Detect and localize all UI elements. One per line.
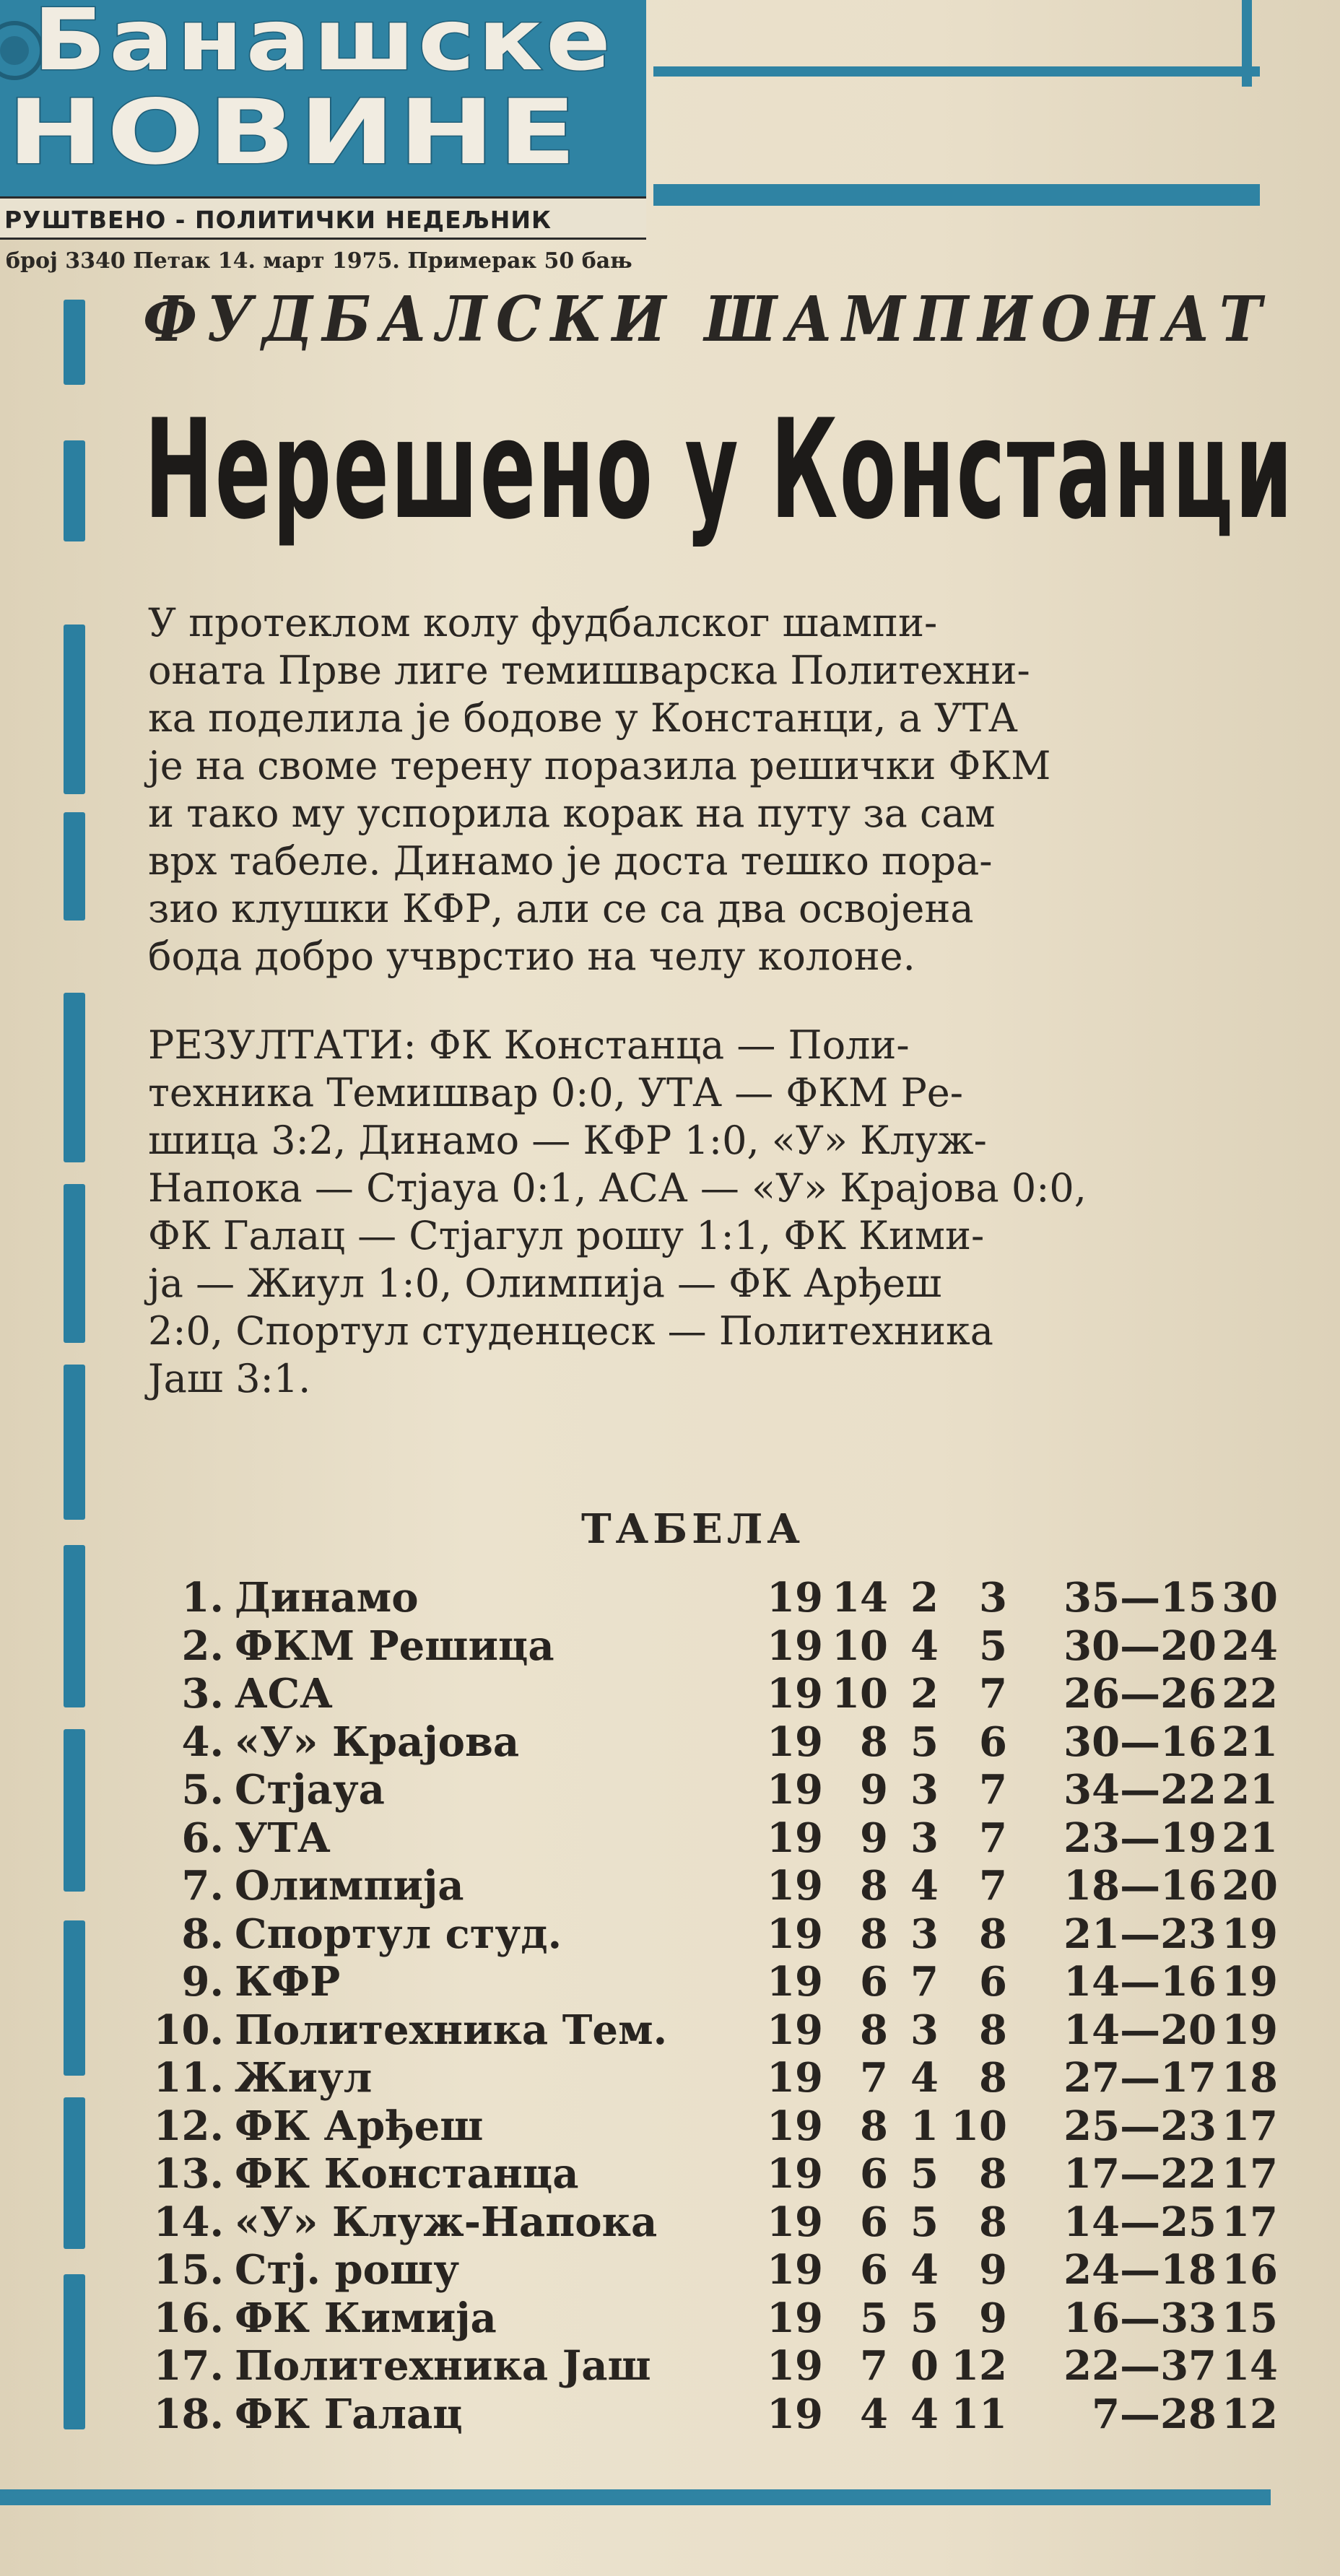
row-losses: 7 [979, 1766, 1007, 1814]
row-goals: 18—16 [1063, 1862, 1217, 1910]
row-points: 19 [1222, 1958, 1278, 2006]
row-points: 17 [1222, 2102, 1278, 2150]
row-played: 19 [767, 1862, 823, 1910]
side-border-dash [64, 1365, 85, 1520]
article-paragraph-intro [148, 599, 1245, 980]
row-losses: 3 [979, 1574, 1007, 1622]
row-draws: 3 [910, 1910, 939, 1958]
row-played: 19 [767, 2006, 823, 2054]
side-border-dash [64, 2097, 85, 2249]
row-position: 12. [153, 2102, 224, 2150]
table-row [144, 2390, 1278, 2439]
row-wins: 8 [860, 2006, 888, 2054]
side-border-dash [64, 440, 85, 541]
table-row [144, 2054, 1278, 2102]
standings-table [144, 1574, 1278, 2438]
row-position: 11. [153, 2054, 224, 2102]
row-played: 19 [767, 1718, 823, 1766]
row-goals: 14—16 [1063, 1958, 1217, 2006]
row-draws: 3 [910, 1814, 939, 1862]
row-wins: 6 [860, 1958, 888, 2006]
paragraph-line: ФК Галац — Стјагул рошу 1:1, ФК Кими- [148, 1213, 985, 1258]
row-draws: 4 [910, 2390, 939, 2438]
row-goals: 7—28 [1092, 2390, 1217, 2438]
logo-wordmark-line1: Банашске [33, 0, 614, 90]
paragraph-line: бода добро учврстио на челу колоне. [148, 934, 915, 979]
row-played: 19 [767, 2054, 823, 2102]
row-goals: 14—25 [1063, 2198, 1217, 2246]
row-team: ФК Констанца [235, 2150, 579, 2198]
row-wins: 7 [860, 2054, 888, 2102]
row-losses: 11 [951, 2390, 1007, 2438]
paragraph-line: врх табеле. Динамо је доста тешко пора- [148, 838, 993, 884]
row-position: 10. [153, 2006, 224, 2054]
row-draws: 5 [910, 2198, 939, 2246]
row-wins: 8 [860, 1862, 888, 1910]
row-position: 16. [153, 2294, 224, 2342]
row-position: 4. [181, 1718, 224, 1766]
row-position: 14. [153, 2198, 224, 2246]
row-points: 18 [1222, 2054, 1278, 2102]
article-kicker: ФУДБАЛСКИ ШАМПИОНАТ [143, 283, 1271, 356]
table-row [144, 2198, 1278, 2247]
row-losses: 7 [979, 1814, 1007, 1862]
row-team: УТА [235, 1814, 331, 1862]
side-border-dash [64, 300, 85, 385]
row-draws: 3 [910, 1766, 939, 1814]
masthead-subtitle: РУШТВЕНО - ПОЛИТИЧКИ НЕДЕЉНИК [0, 196, 646, 240]
row-played: 19 [767, 1814, 823, 1862]
row-points: 19 [1222, 2006, 1278, 2054]
top-rule-vertical [1242, 0, 1252, 87]
row-played: 19 [767, 2246, 823, 2294]
row-played: 19 [767, 2390, 823, 2438]
row-points: 21 [1222, 1718, 1278, 1766]
table-row [144, 1814, 1278, 1863]
row-losses: 8 [979, 2198, 1007, 2246]
row-losses: 8 [979, 2150, 1007, 2198]
row-goals: 16—33 [1063, 2294, 1217, 2342]
row-played: 19 [767, 1670, 823, 1718]
paragraph-line: РЕЗУЛТАТИ: ФК Констанца — Поли- [148, 1022, 910, 1068]
table-row [144, 1766, 1278, 1814]
row-team: ФКМ Решица [235, 1622, 554, 1670]
row-position: 3. [181, 1670, 224, 1718]
row-goals: 23—19 [1063, 1814, 1217, 1862]
paragraph-line: је на своме терену поразила решички ФКМ [148, 743, 1051, 788]
row-goals: 35—15 [1063, 1574, 1217, 1622]
paragraph-line: техника Темишвар 0:0, УТА — ФКМ Ре- [148, 1070, 963, 1115]
row-team: ФК Галац [235, 2390, 463, 2438]
row-goals: 30—20 [1063, 1622, 1217, 1670]
row-team: Политехника Тем. [235, 2006, 668, 2054]
row-wins: 7 [860, 2342, 888, 2390]
row-position: 6. [181, 1814, 224, 1862]
table-row [144, 2006, 1278, 2055]
table-row [144, 2102, 1278, 2151]
row-points: 15 [1222, 2294, 1278, 2342]
row-team: ФК Арђеш [235, 2102, 484, 2150]
row-team: Стј. рошу [235, 2246, 460, 2294]
table-row [144, 2150, 1278, 2198]
row-team: Жиул [235, 2054, 373, 2102]
side-border-dash [64, 1184, 85, 1343]
row-position: 8. [181, 1910, 224, 1958]
row-goals: 21—23 [1063, 1910, 1217, 1958]
row-goals: 30—16 [1063, 1718, 1217, 1766]
side-border-dash [64, 1729, 85, 1892]
masthead [0, 0, 646, 274]
row-goals: 34—22 [1063, 1766, 1217, 1814]
row-played: 19 [767, 2198, 823, 2246]
row-wins: 5 [860, 2294, 888, 2342]
row-draws: 5 [910, 1718, 939, 1766]
row-position: 7. [181, 1862, 224, 1910]
paragraph-line: Јаш 3:1. [148, 1356, 311, 1401]
row-team: Спортул студ. [235, 1910, 562, 1958]
row-team: «У» Крајова [235, 1718, 520, 1766]
row-position: 1. [181, 1574, 224, 1622]
row-played: 19 [767, 2294, 823, 2342]
paragraph-line: шица 3:2, Динамо — КФР 1:0, «У» Клуж- [148, 1118, 987, 1163]
table-row [144, 2246, 1278, 2294]
row-position: 18. [153, 2390, 224, 2438]
row-team: АСА [235, 1670, 333, 1718]
row-draws: 4 [910, 2246, 939, 2294]
paragraph-line: оната Прве лиге темишварска Политехни- [148, 648, 1030, 693]
row-losses: 6 [979, 1958, 1007, 2006]
row-losses: 8 [979, 2054, 1007, 2102]
table-row [144, 1862, 1278, 1910]
newspaper-logo [0, 0, 646, 196]
paragraph-line: У протеклом колу фудбалског шампи- [148, 600, 938, 645]
table-row [144, 1574, 1278, 1622]
side-border-dash [64, 812, 85, 921]
row-goals: 24—18 [1063, 2246, 1217, 2294]
row-wins: 8 [860, 2102, 888, 2150]
row-goals: 14—20 [1063, 2006, 1217, 2054]
side-border-dash [64, 625, 85, 794]
row-draws: 4 [910, 1862, 939, 1910]
paragraph-line: зио клушки КФР, али се са два освојена [148, 886, 974, 931]
row-position: 5. [181, 1766, 224, 1814]
row-played: 19 [767, 2150, 823, 2198]
paragraph-line: ка поделила је бодове у Констанци, а УТА [148, 695, 1018, 741]
row-position: 9. [181, 1958, 224, 2006]
row-draws: 3 [910, 2006, 939, 2054]
row-team: Политехника Јаш [235, 2342, 651, 2390]
row-draws: 4 [910, 2054, 939, 2102]
row-points: 22 [1222, 1670, 1278, 1718]
row-losses: 9 [979, 2246, 1007, 2294]
row-goals: 26—26 [1063, 1670, 1217, 1718]
row-points: 14 [1222, 2342, 1278, 2390]
table-row [144, 1910, 1278, 1959]
row-played: 19 [767, 1574, 823, 1622]
row-points: 21 [1222, 1814, 1278, 1862]
side-border-dash [64, 2274, 85, 2429]
row-draws: 4 [910, 1622, 939, 1670]
row-played: 19 [767, 2102, 823, 2150]
table-row [144, 1670, 1278, 1718]
paragraph-line: Напока — Стјауа 0:1, АСА — «У» Крајова 0:0, [148, 1165, 1087, 1211]
article-headline: Нерешено у Констанци [144, 390, 1295, 549]
row-team: Динамо [235, 1574, 419, 1622]
row-played: 19 [767, 1958, 823, 2006]
row-team: Стјауа [235, 1766, 385, 1814]
row-wins: 9 [860, 1766, 888, 1814]
table-row [144, 2294, 1278, 2343]
row-points: 24 [1222, 1622, 1278, 1670]
table-row [144, 1718, 1278, 1767]
row-draws: 0 [910, 2342, 939, 2390]
row-wins: 6 [860, 2246, 888, 2294]
row-points: 16 [1222, 2246, 1278, 2294]
row-losses: 6 [979, 1718, 1007, 1766]
row-wins: 10 [832, 1622, 888, 1670]
logo-wordmark-line2: НОВИНЕ [7, 81, 580, 185]
article-paragraph-results [148, 1022, 1245, 1403]
row-points: 19 [1222, 1910, 1278, 1958]
row-points: 21 [1222, 1766, 1278, 1814]
row-losses: 12 [951, 2342, 1007, 2390]
row-losses: 8 [979, 2006, 1007, 2054]
row-goals: 17—22 [1063, 2150, 1217, 2198]
side-border-dash [64, 1920, 85, 2076]
row-wins: 10 [832, 1670, 888, 1718]
row-wins: 6 [860, 2150, 888, 2198]
row-points: 12 [1222, 2390, 1278, 2438]
row-team: «У» Клуж-Напока [235, 2198, 658, 2246]
row-position: 17. [153, 2342, 224, 2390]
row-wins: 8 [860, 1718, 888, 1766]
paragraph-line: 2:0, Спортул студенцеск — Политехника [148, 1308, 993, 1354]
row-points: 20 [1222, 1862, 1278, 1910]
row-points: 17 [1222, 2198, 1278, 2246]
row-played: 19 [767, 1910, 823, 1958]
row-position: 15. [153, 2246, 224, 2294]
row-team: Олимпија [235, 1862, 464, 1910]
side-border-dash [64, 1545, 85, 1707]
paragraph-line: ја — Жиул 1:0, Олимпија — ФК Арђеш [148, 1261, 942, 1306]
row-wins: 14 [832, 1574, 888, 1622]
paragraph-line: и тако му успорила корак на путу за сам [148, 791, 996, 836]
row-wins: 6 [860, 2198, 888, 2246]
row-points: 30 [1222, 1574, 1278, 1622]
top-rule-thick [653, 184, 1260, 206]
row-played: 19 [767, 1622, 823, 1670]
row-team: КФР [235, 1958, 341, 2006]
row-position: 13. [153, 2150, 224, 2198]
top-rule [653, 66, 1260, 77]
row-losses: 7 [979, 1670, 1007, 1718]
row-wins: 9 [860, 1814, 888, 1862]
side-border-dash [64, 993, 85, 1162]
table-row [144, 2342, 1278, 2390]
row-draws: 1 [910, 2102, 939, 2150]
bottom-rule [0, 2489, 1271, 2505]
issue-info: број 3340 Петак 14. март 1975. Примерак 50 бањ [6, 248, 632, 274]
row-losses: 10 [951, 2102, 1007, 2150]
row-wins: 4 [860, 2390, 888, 2438]
row-goals: 22—37 [1063, 2342, 1217, 2390]
row-played: 19 [767, 2342, 823, 2390]
table-row [144, 1958, 1278, 2006]
row-draws: 5 [910, 2150, 939, 2198]
row-draws: 2 [910, 1574, 939, 1622]
row-goals: 27—17 [1063, 2054, 1217, 2102]
row-losses: 9 [979, 2294, 1007, 2342]
row-points: 17 [1222, 2150, 1278, 2198]
row-draws: 7 [910, 1958, 939, 2006]
row-draws: 5 [910, 2294, 939, 2342]
row-losses: 5 [979, 1622, 1007, 1670]
row-position: 2. [181, 1622, 224, 1670]
table-row [144, 1622, 1278, 1671]
row-goals: 25—23 [1063, 2102, 1217, 2150]
row-wins: 8 [860, 1910, 888, 1958]
row-losses: 8 [979, 1910, 1007, 1958]
table-title: ТАБЕЛА [581, 1505, 804, 1553]
row-played: 19 [767, 1766, 823, 1814]
row-team: ФК Кимија [235, 2294, 497, 2342]
row-draws: 2 [910, 1670, 939, 1718]
row-losses: 7 [979, 1862, 1007, 1910]
